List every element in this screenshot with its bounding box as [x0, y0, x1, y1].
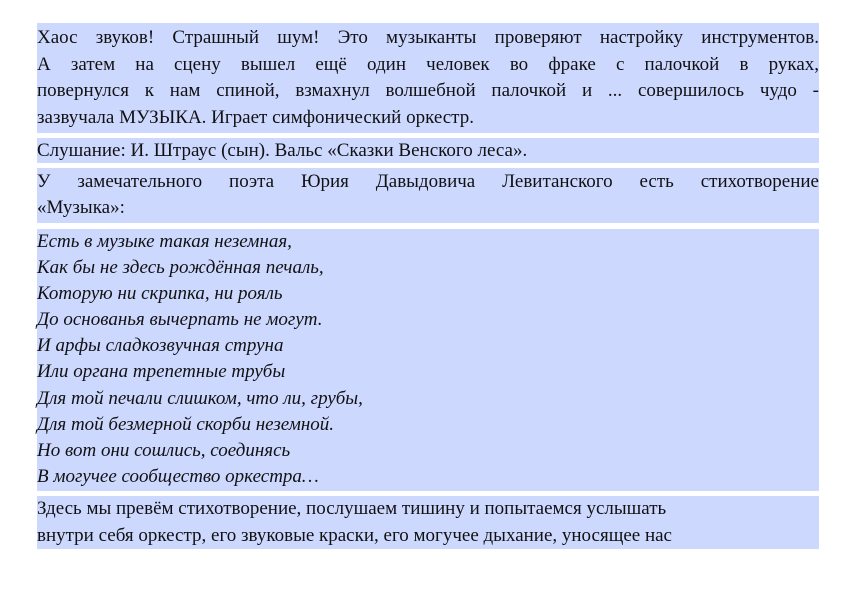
poem-line: Или органа трепетные трубы — [37, 361, 286, 383]
text-line: «Музыка»: — [37, 197, 125, 218]
text-line: внутри себя оркестр, его звуковые краски, его могучее дыхание, уносящее нас — [37, 524, 672, 546]
listening-paragraph — [37, 138, 819, 163]
text-line: У замечательного поэта Юрия Давыдовича Левитанского есть стихотворение — [37, 171, 819, 192]
poem-line: Как бы не здесь рождённая печаль, — [37, 257, 324, 279]
poem-line: В могучее сообщество оркестра… — [37, 465, 319, 487]
intro-paragraph — [37, 23, 819, 133]
text-line: зазвучала МУЗЫКА. Играет симфонический оркестр. — [37, 106, 474, 128]
text-line: Здесь мы превём стихотворение, послушаем тишину и попытаемся услышать — [37, 498, 667, 519]
poem-line: До основанья вычерпать не могут. — [37, 309, 323, 331]
closing-paragraph — [37, 496, 819, 549]
poem-block — [37, 229, 819, 491]
poem-line: Которую ни скрипка, ни рояль — [37, 283, 283, 305]
poem-line: Но вот они сошлись, соединясь — [37, 439, 291, 461]
poem-line: Есть в музыке такая неземная, — [37, 231, 292, 252]
poem-line: Для той печали слишком, что ли, грубы, — [37, 387, 363, 409]
text-line: Хаос звуков! Страшный шум! Это музыканты проверяют настройку инструментов. — [37, 27, 819, 48]
text-line: А затем на сцену вышел ещё один человек во фраке с палочкой в руках, — [37, 53, 819, 75]
poem-line: Для той безмерной скорби неземной. — [37, 413, 335, 435]
text-line: Слушание: И. Штраус (сын). Вальс «Сказки Венского леса». — [37, 140, 528, 161]
text-line: повернулся к нам спиной, взмахнул волшебной палочкой и ... совершилось чудо - — [37, 80, 819, 101]
poet-intro-paragraph — [37, 168, 819, 223]
poem-line: И арфы сладкозвучная струна — [37, 335, 284, 357]
